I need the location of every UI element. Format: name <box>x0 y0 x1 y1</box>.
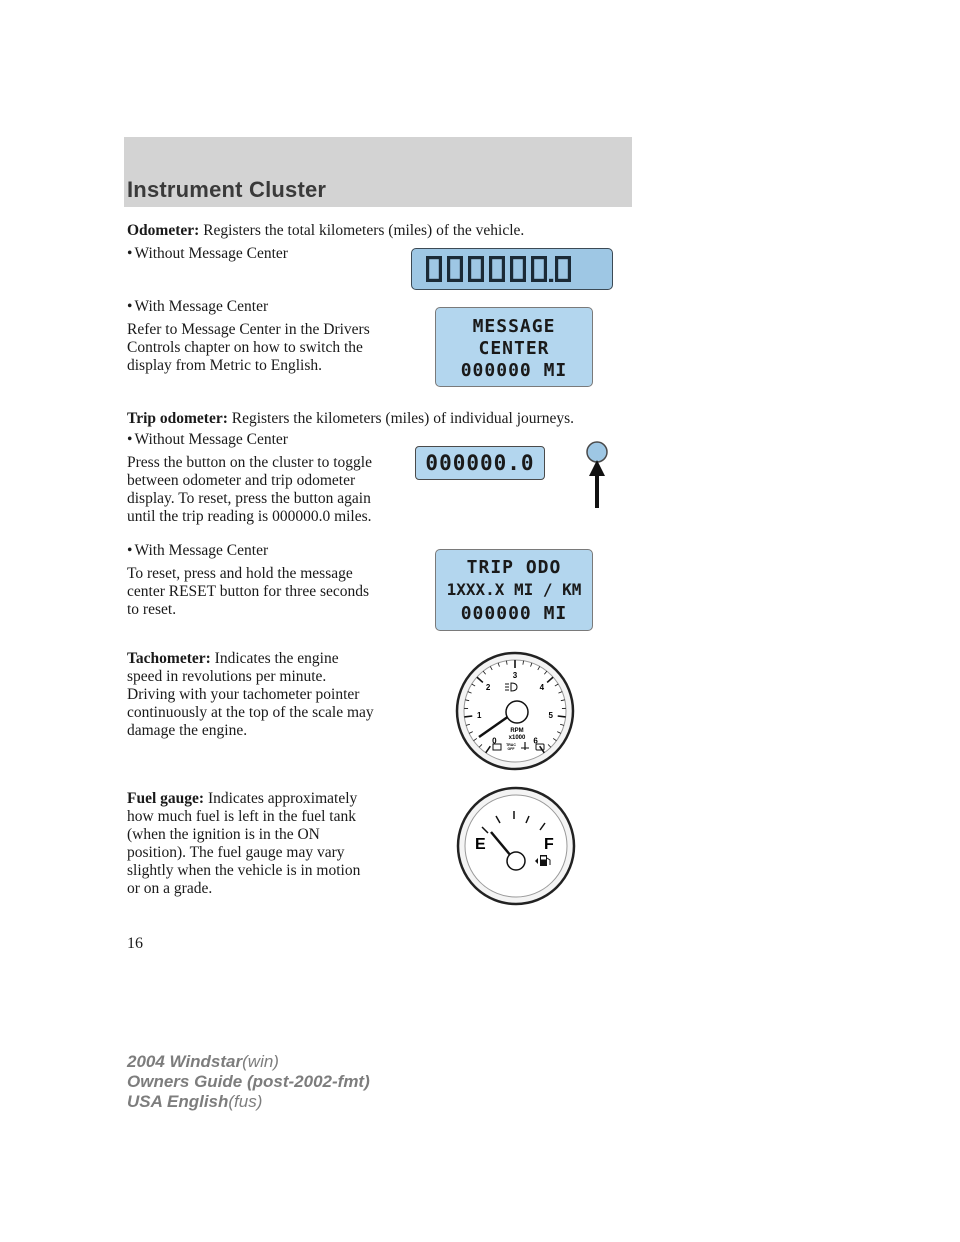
trip-bullet-without: • Without Message Center <box>127 431 377 449</box>
odometer-message-center-display <box>435 307 593 387</box>
odometer-refer-text: Refer to Message Center in the Drivers Controls chapter on how to switch the display from Metric to English. <box>127 321 370 374</box>
trip-reset-button-arrow-icon <box>580 440 616 512</box>
message-display-line-1: MESSAGE <box>472 316 556 337</box>
fuel-text: Indicates approximately how much fuel is left in the fuel tank (when the ignition is in the ON position). The fuel gauge may vary slightly when the vehicle is in motion or on a grade. <box>127 790 361 897</box>
tachometer-scale-label: 5 <box>548 711 553 721</box>
fuel-empty-label: E <box>475 836 486 853</box>
tachometer-scale-label: 4 <box>539 683 545 693</box>
tachometer-gauge <box>455 650 575 772</box>
tachometer-major-tick <box>464 716 472 717</box>
odometer-digit <box>510 256 526 282</box>
footer-model-code: (win) <box>242 1052 279 1071</box>
fuel-gauge <box>455 785 577 907</box>
trip-reset-text: To reset, press and hold the message center RESET button for three seconds to reset. <box>127 565 370 618</box>
trip-bullet-with: • With Message Center <box>127 542 377 560</box>
trip-label: Trip odometer: <box>127 410 228 427</box>
trip-display-line-2: 1XXX.X MI / KM <box>446 580 582 599</box>
header-band <box>124 137 632 207</box>
footer-line-2 <box>127 1072 370 1092</box>
tachometer-label: Tachometer: <box>127 650 211 667</box>
tachometer-hub <box>506 701 528 723</box>
off-label: OFF <box>507 747 515 751</box>
fuel-paragraph <box>127 790 377 898</box>
odometer-label: Odometer: <box>127 222 200 239</box>
trip-paragraph <box>127 410 637 428</box>
tachometer-text: Indicates the engine speed in revolutions per minute. Driving with your tachometer pointer continuously at the top of the scale may damage the engine. <box>127 650 374 739</box>
footer-guide: Owners Guide (post-2002-fmt) <box>127 1072 370 1091</box>
trip-message-center-display <box>435 549 593 631</box>
footer-line-1 <box>127 1052 279 1072</box>
trip-text: Registers the kilometers (miles) of individual journeys. <box>227 410 574 427</box>
trip-lcd-display: 000000.0 <box>415 446 545 480</box>
message-display-line-3: 000000 MI <box>460 360 568 381</box>
odometer-seven-segment-digits <box>412 249 612 289</box>
tachometer-scale-label: 2 <box>485 683 491 693</box>
tachometer-scale-label: 0 <box>492 736 497 746</box>
footer-model: 2004 Windstar <box>127 1052 243 1071</box>
odometer-digit <box>489 256 505 282</box>
tachometer-paragraph <box>127 650 377 740</box>
odometer-lcd-display <box>411 248 613 290</box>
odometer-digit <box>555 256 571 282</box>
footer-language-code: (fus) <box>228 1092 263 1111</box>
odometer-bullet-with: • With Message Center <box>127 298 377 316</box>
footer-language: USA English <box>127 1092 229 1111</box>
trac-label: TRAC <box>506 743 516 747</box>
odometer-digit <box>531 256 547 282</box>
tachometer-scale-label: 3 <box>512 671 518 680</box>
trip-display-line-3: 000000 MI <box>460 603 568 624</box>
page-title: Instrument Cluster <box>127 177 327 202</box>
odometer-text: Registers the total kilometers (miles) of the vehicle. <box>199 222 525 239</box>
page-number: 16 <box>127 935 143 952</box>
message-display-line-2: CENTER <box>478 338 550 359</box>
fuel-label: Fuel gauge: <box>127 790 205 807</box>
decimal-point <box>549 279 553 282</box>
odometer-digit <box>447 256 463 282</box>
footer-line-3 <box>127 1092 262 1112</box>
tachometer-multiplier-label: x1000 <box>508 735 526 741</box>
tachometer-scale-label: 6 <box>533 736 538 746</box>
odometer-digit <box>426 256 442 282</box>
trip-press-text: Press the button on the cluster to toggle between odometer and trip odometer display. To reset, press the button again until the trip reading is 000000.0 miles. <box>127 454 372 525</box>
odometer-paragraph <box>127 222 637 240</box>
tachometer-major-tick <box>558 716 566 717</box>
odometer-digit <box>468 256 484 282</box>
tachometer-scale-label: 1 <box>477 711 482 721</box>
odometer-bullet-without: • Without Message Center <box>127 245 377 263</box>
tachometer-rpm-label: RPM <box>510 728 524 734</box>
fuel-gauge-hub <box>507 852 525 870</box>
trip-display-line-1: TRIP ODO <box>466 557 562 578</box>
fuel-full-label: F <box>544 836 554 853</box>
